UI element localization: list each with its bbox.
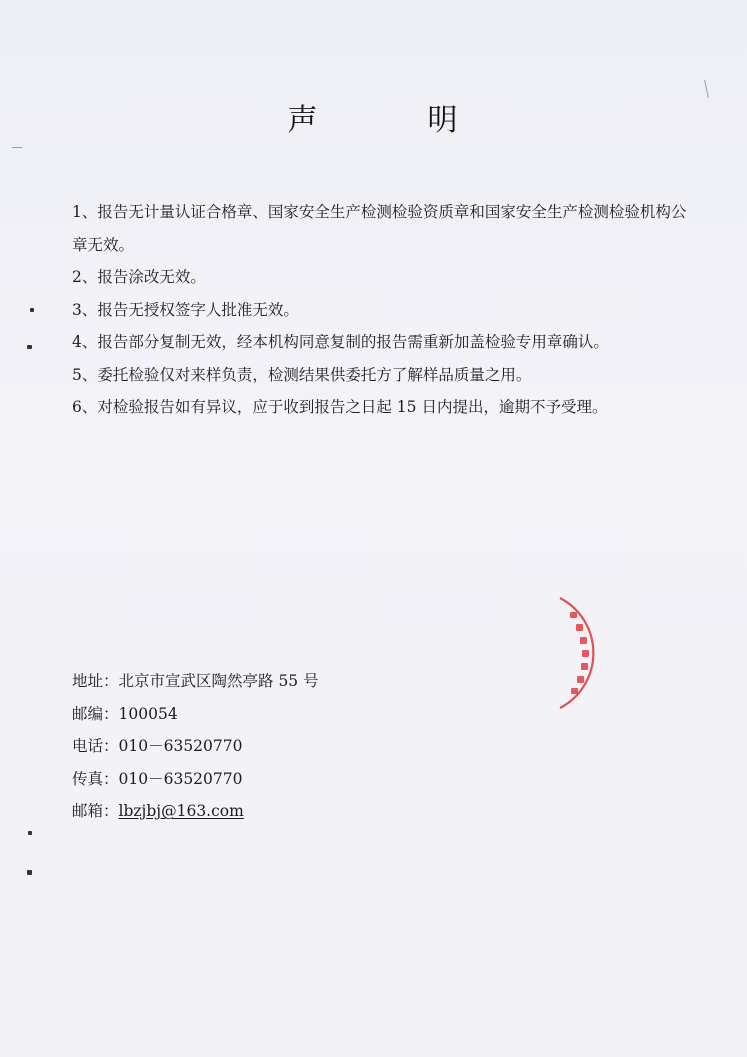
postcode-label: 邮编： — [72, 704, 119, 723]
clause-item: 4、报告部分复制无效，经本机构同意复制的报告需重新加盖检验专用章确认。 — [72, 333, 609, 351]
official-seal-stamp — [540, 590, 610, 720]
clause-item: 2、报告涂改无效。 — [72, 268, 206, 286]
scan-speck — [27, 345, 32, 349]
email-row — [72, 795, 492, 828]
email-label: 邮箱： — [72, 802, 119, 820]
contact-block — [72, 665, 492, 828]
postcode-value: 100054 — [118, 704, 178, 723]
clause-item: 1、报告无计量认证合格章、国家安全生产检测检验资质章和国家安全生产检测检验机构公章无效。 — [72, 203, 687, 254]
scan-edge-mark — [12, 147, 22, 148]
fax-label: 传真： — [72, 769, 119, 788]
title-right-char: 明 — [427, 103, 460, 138]
address-value: 北京市宣武区陶然亭路 55 号 — [118, 672, 319, 690]
clause-item: 5、委托检验仅对来样负责，检测结果供委托方了解样品质量之用。 — [72, 365, 532, 384]
clause-list — [72, 196, 692, 424]
scan-speck — [27, 870, 32, 875]
fax-value: 010－63520770 — [118, 769, 243, 788]
phone-row — [72, 730, 492, 763]
phone-label: 电话： — [72, 737, 119, 755]
email-link[interactable]: lbzjbj@163.com — [118, 802, 244, 820]
address-row — [72, 665, 492, 698]
clause-item: 3、报告无授权签字人批准无效。 — [72, 300, 299, 319]
clause-item: 6、对检验报告如有异议，应于收到报告之日起 15 日内提出，逾期不予受理。 — [72, 398, 608, 416]
fax-row — [72, 763, 492, 796]
phone-value: 010－63520770 — [118, 737, 243, 755]
scan-speck — [28, 831, 32, 835]
page-title — [0, 95, 747, 139]
title-left-char: 声 — [287, 103, 320, 138]
address-label: 地址： — [72, 672, 119, 690]
postcode-row — [72, 698, 492, 731]
scan-speck — [30, 308, 34, 312]
